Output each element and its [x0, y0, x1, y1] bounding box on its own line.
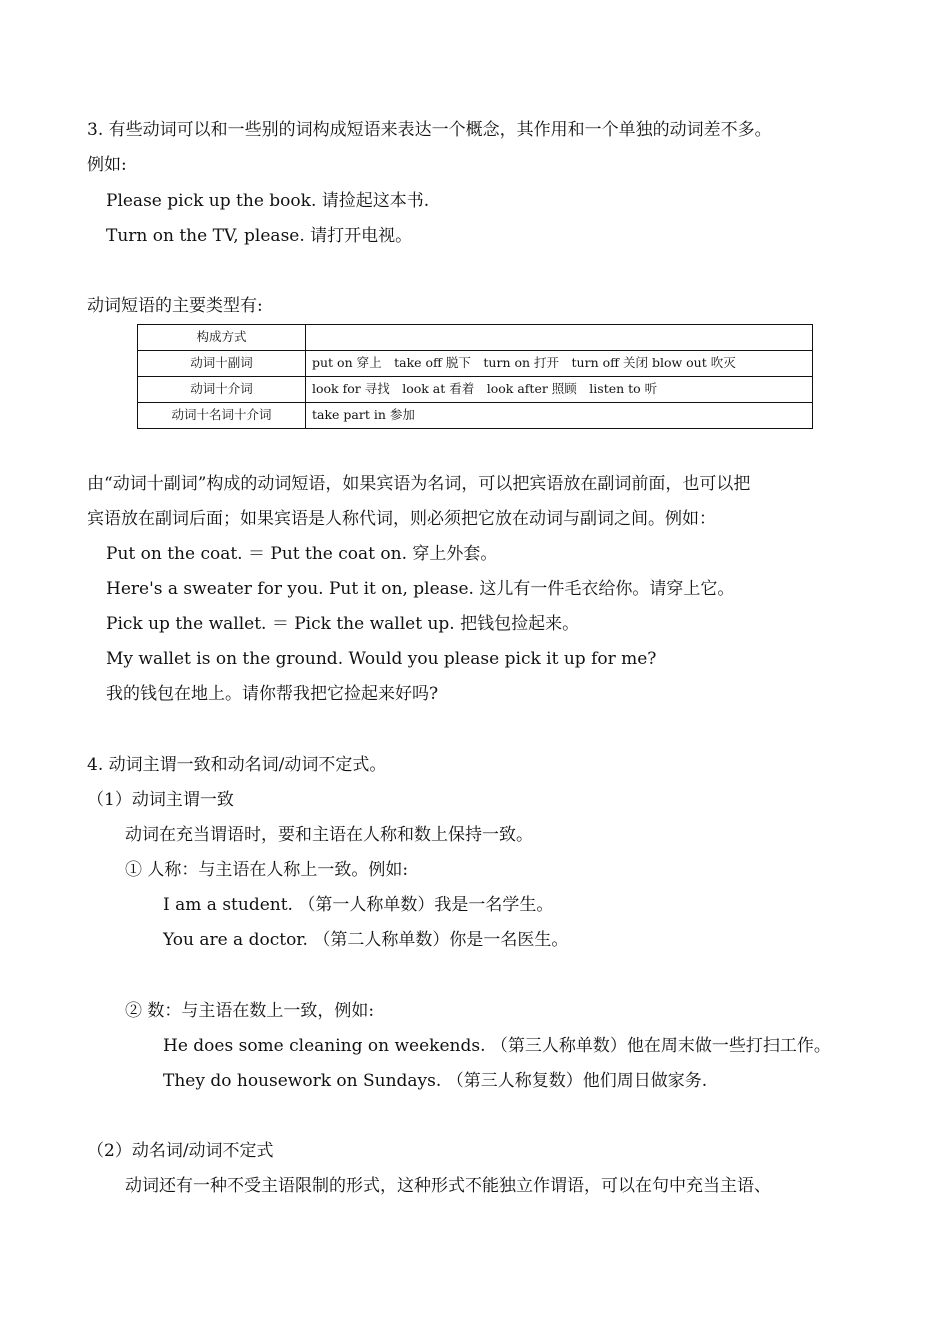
subsection-title: （2）动名词/动词不定式 [87, 1141, 274, 1161]
table-cell-examples: put on 穿上 take off 脱下 turn on 打开 turn off 关闭 blow out 吹灭 [306, 351, 813, 377]
section3-intro: 3. 有些动词可以和一些别的词构成短语来表达一个概念，其作用和一个单独的动词差不多。 [87, 120, 772, 140]
example-sentence: Here's a sweater for you. Put it on, please. 这儿有一件毛衣给你。请穿上它。 [106, 579, 735, 599]
adverb-rule-text: 由“动词十副词”构成的动词短语，如果宾语为名词，可以把宾语放在副词前面，也可以把 [87, 474, 751, 494]
example-sentence: You are a doctor. （第二人称单数）你是一名医生。 [163, 930, 569, 950]
phrase-types-label: 动词短语的主要类型有: [87, 296, 263, 316]
table-header-cell: 构成方式 [138, 325, 306, 351]
table-row [138, 351, 813, 377]
table-header-cell [306, 325, 813, 351]
example-sentence: Please pick up the book. 请捡起这本书. [106, 191, 430, 211]
table-cell-examples: look for 寻找 look at 看着 look after 照顾 listen to 听 [306, 377, 813, 403]
example-sentence: My wallet is on the ground. Would you please pick it up for me? [106, 649, 657, 669]
adverb-rule-text: 宾语放在副词后面；如果宾语是人称代词，则必须把它放在动词与副词之间。例如： [87, 509, 716, 529]
subsection-title: （1）动词主谓一致 [87, 790, 234, 810]
number-heading: ② 数：与主语在数上一致，例如: [125, 1001, 375, 1021]
table-cell-examples: take part in 参加 [306, 403, 813, 429]
example-sentence: Put on the coat. ＝ Put the coat on. 穿上外套。 [106, 544, 498, 564]
example-sentence: 我的钱包在地上。请你帮我把它捡起来好吗? [106, 684, 439, 704]
table-cell-type: 动词十介词 [138, 377, 306, 403]
phrase-types-table [137, 324, 813, 429]
example-sentence: I am a student. （第一人称单数）我是一名学生。 [163, 895, 554, 915]
example-label: 例如: [87, 155, 127, 175]
person-heading: ① 人称：与主语在人称上一致。例如: [125, 860, 409, 880]
example-sentence: He does some cleaning on weekends. （第三人称单数）他在周末做一些打扫工作。 [163, 1036, 831, 1056]
example-sentence: They do housework on Sundays. （第三人称复数）他们周日做家务. [163, 1071, 708, 1091]
table-header-row [138, 325, 813, 351]
table-row [138, 403, 813, 429]
example-sentence: Pick up the wallet. ＝ Pick the wallet up. 把钱包捡起来。 [106, 614, 580, 634]
table-cell-type: 动词十名词十介词 [138, 403, 306, 429]
example-sentence: Turn on the TV, please. 请打开电视。 [106, 226, 413, 246]
subsection-description: 动词在充当谓语时，要和主语在人称和数上保持一致。 [125, 825, 533, 845]
table-row [138, 377, 813, 403]
section4-title: 4. 动词主谓一致和动名词/动词不定式。 [87, 755, 387, 775]
table-cell-type: 动词十副词 [138, 351, 306, 377]
subsection-description: 动词还有一种不受主语限制的形式，这种形式不能独立作谓语，可以在句中充当主语、 [125, 1176, 771, 1196]
